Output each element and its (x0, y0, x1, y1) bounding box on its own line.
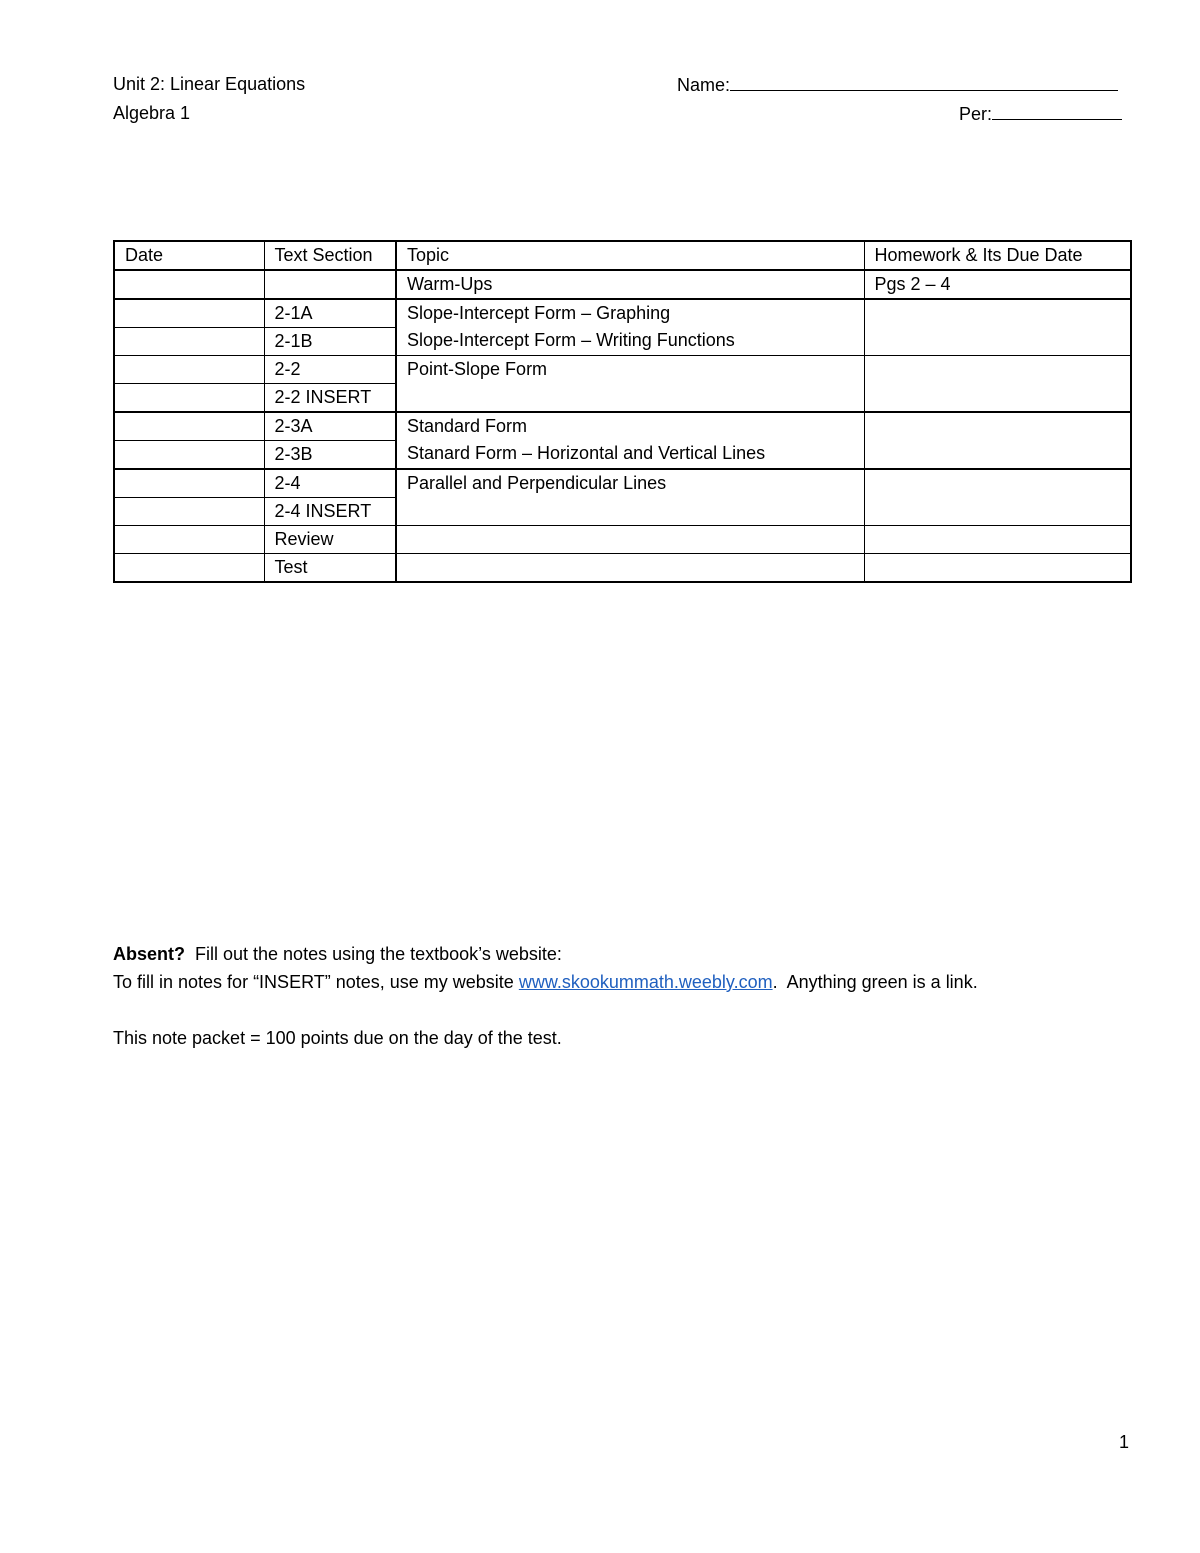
table-row (114, 554, 1131, 583)
homework-cell[interactable] (864, 299, 1131, 356)
homework-cell[interactable] (864, 469, 1131, 526)
column-header-date: Date (114, 241, 264, 270)
topic-cell (396, 412, 864, 469)
website-link[interactable]: www.skookummath.weebly.com (518, 972, 773, 992)
topic-cell (396, 526, 864, 554)
date-cell[interactable] (114, 384, 264, 413)
section-cell: Test (264, 554, 396, 583)
table-row (114, 526, 1131, 554)
absent-label: Absent? (113, 944, 185, 964)
topic-line: Stanard Form – Horizontal and Vertical Lines (407, 443, 766, 463)
table-header-row (114, 241, 1131, 270)
page-number: 1 (1119, 1432, 1130, 1452)
homework-cell[interactable] (864, 526, 1131, 554)
date-cell[interactable] (114, 498, 264, 526)
date-cell[interactable] (114, 299, 264, 328)
absent-text: Fill out the notes using the textbook’s website: (185, 944, 562, 964)
topic-cell (396, 299, 864, 356)
topic-line: Standard Form (407, 416, 528, 436)
column-header-homework: Homework & Its Due Date (864, 241, 1131, 270)
table-row (114, 299, 1131, 328)
schedule-table (113, 240, 1132, 583)
date-cell[interactable] (114, 441, 264, 470)
table-row (114, 469, 1131, 498)
name-label: Name: (677, 75, 731, 95)
topic-line: Parallel and Perpendicular Lines (407, 473, 667, 493)
homework-cell[interactable] (864, 356, 1131, 413)
table-row (114, 412, 1131, 441)
date-cell[interactable] (114, 356, 264, 384)
topic-cell (396, 469, 864, 526)
homework-cell[interactable] (864, 412, 1131, 469)
topic-line: Point-Slope Form (407, 359, 548, 379)
unit-title: Unit 2: Linear Equations (113, 74, 306, 94)
topic-line: Slope-Intercept Form – Graphing (407, 303, 671, 323)
section-cell: 2-4 (264, 469, 396, 498)
section-cell: 2-4 INSERT (264, 498, 396, 526)
date-cell[interactable] (114, 554, 264, 583)
section-cell: 2-3B (264, 441, 396, 470)
section-cell: Review (264, 526, 396, 554)
date-cell[interactable] (114, 328, 264, 356)
homework-cell[interactable] (864, 554, 1131, 583)
period-blank-line[interactable] (992, 103, 1122, 120)
name-blank-line[interactable] (730, 74, 1118, 91)
insert-note (113, 968, 978, 996)
topic-cell (396, 554, 864, 583)
section-cell: 2-3A (264, 412, 396, 441)
course-name: Algebra 1 (113, 103, 191, 123)
insert-prefix: To fill in notes for “INSERT” notes, use my website (113, 972, 519, 992)
name-field[interactable] (677, 74, 1118, 96)
date-cell[interactable] (114, 469, 264, 498)
date-cell[interactable] (114, 412, 264, 441)
insert-suffix: . Anything green is a link. (772, 972, 978, 992)
section-cell (264, 270, 396, 299)
period-label: Per: (959, 104, 993, 124)
absent-note (113, 940, 978, 968)
points-note: This note packet = 100 points due on the day of the test. (113, 1028, 562, 1048)
column-header-text-section: Text Section (264, 241, 396, 270)
topic-line: Slope-Intercept Form – Writing Functions (407, 330, 735, 350)
section-cell: 2-2 (264, 356, 396, 384)
topic-cell (396, 356, 864, 413)
period-field[interactable] (959, 103, 1122, 125)
date-cell[interactable] (114, 526, 264, 554)
date-cell[interactable] (114, 270, 264, 299)
topic-cell: Warm-Ups (396, 270, 864, 299)
section-cell: 2-1B (264, 328, 396, 356)
table-row (114, 356, 1131, 384)
homework-cell: Pgs 2 – 4 (864, 270, 1131, 299)
section-cell: 2-2 INSERT (264, 384, 396, 413)
section-cell: 2-1A (264, 299, 396, 328)
spacer (113, 996, 978, 1024)
instructions (113, 940, 978, 1052)
column-header-topic: Topic (396, 241, 864, 270)
table-row (114, 270, 1131, 299)
